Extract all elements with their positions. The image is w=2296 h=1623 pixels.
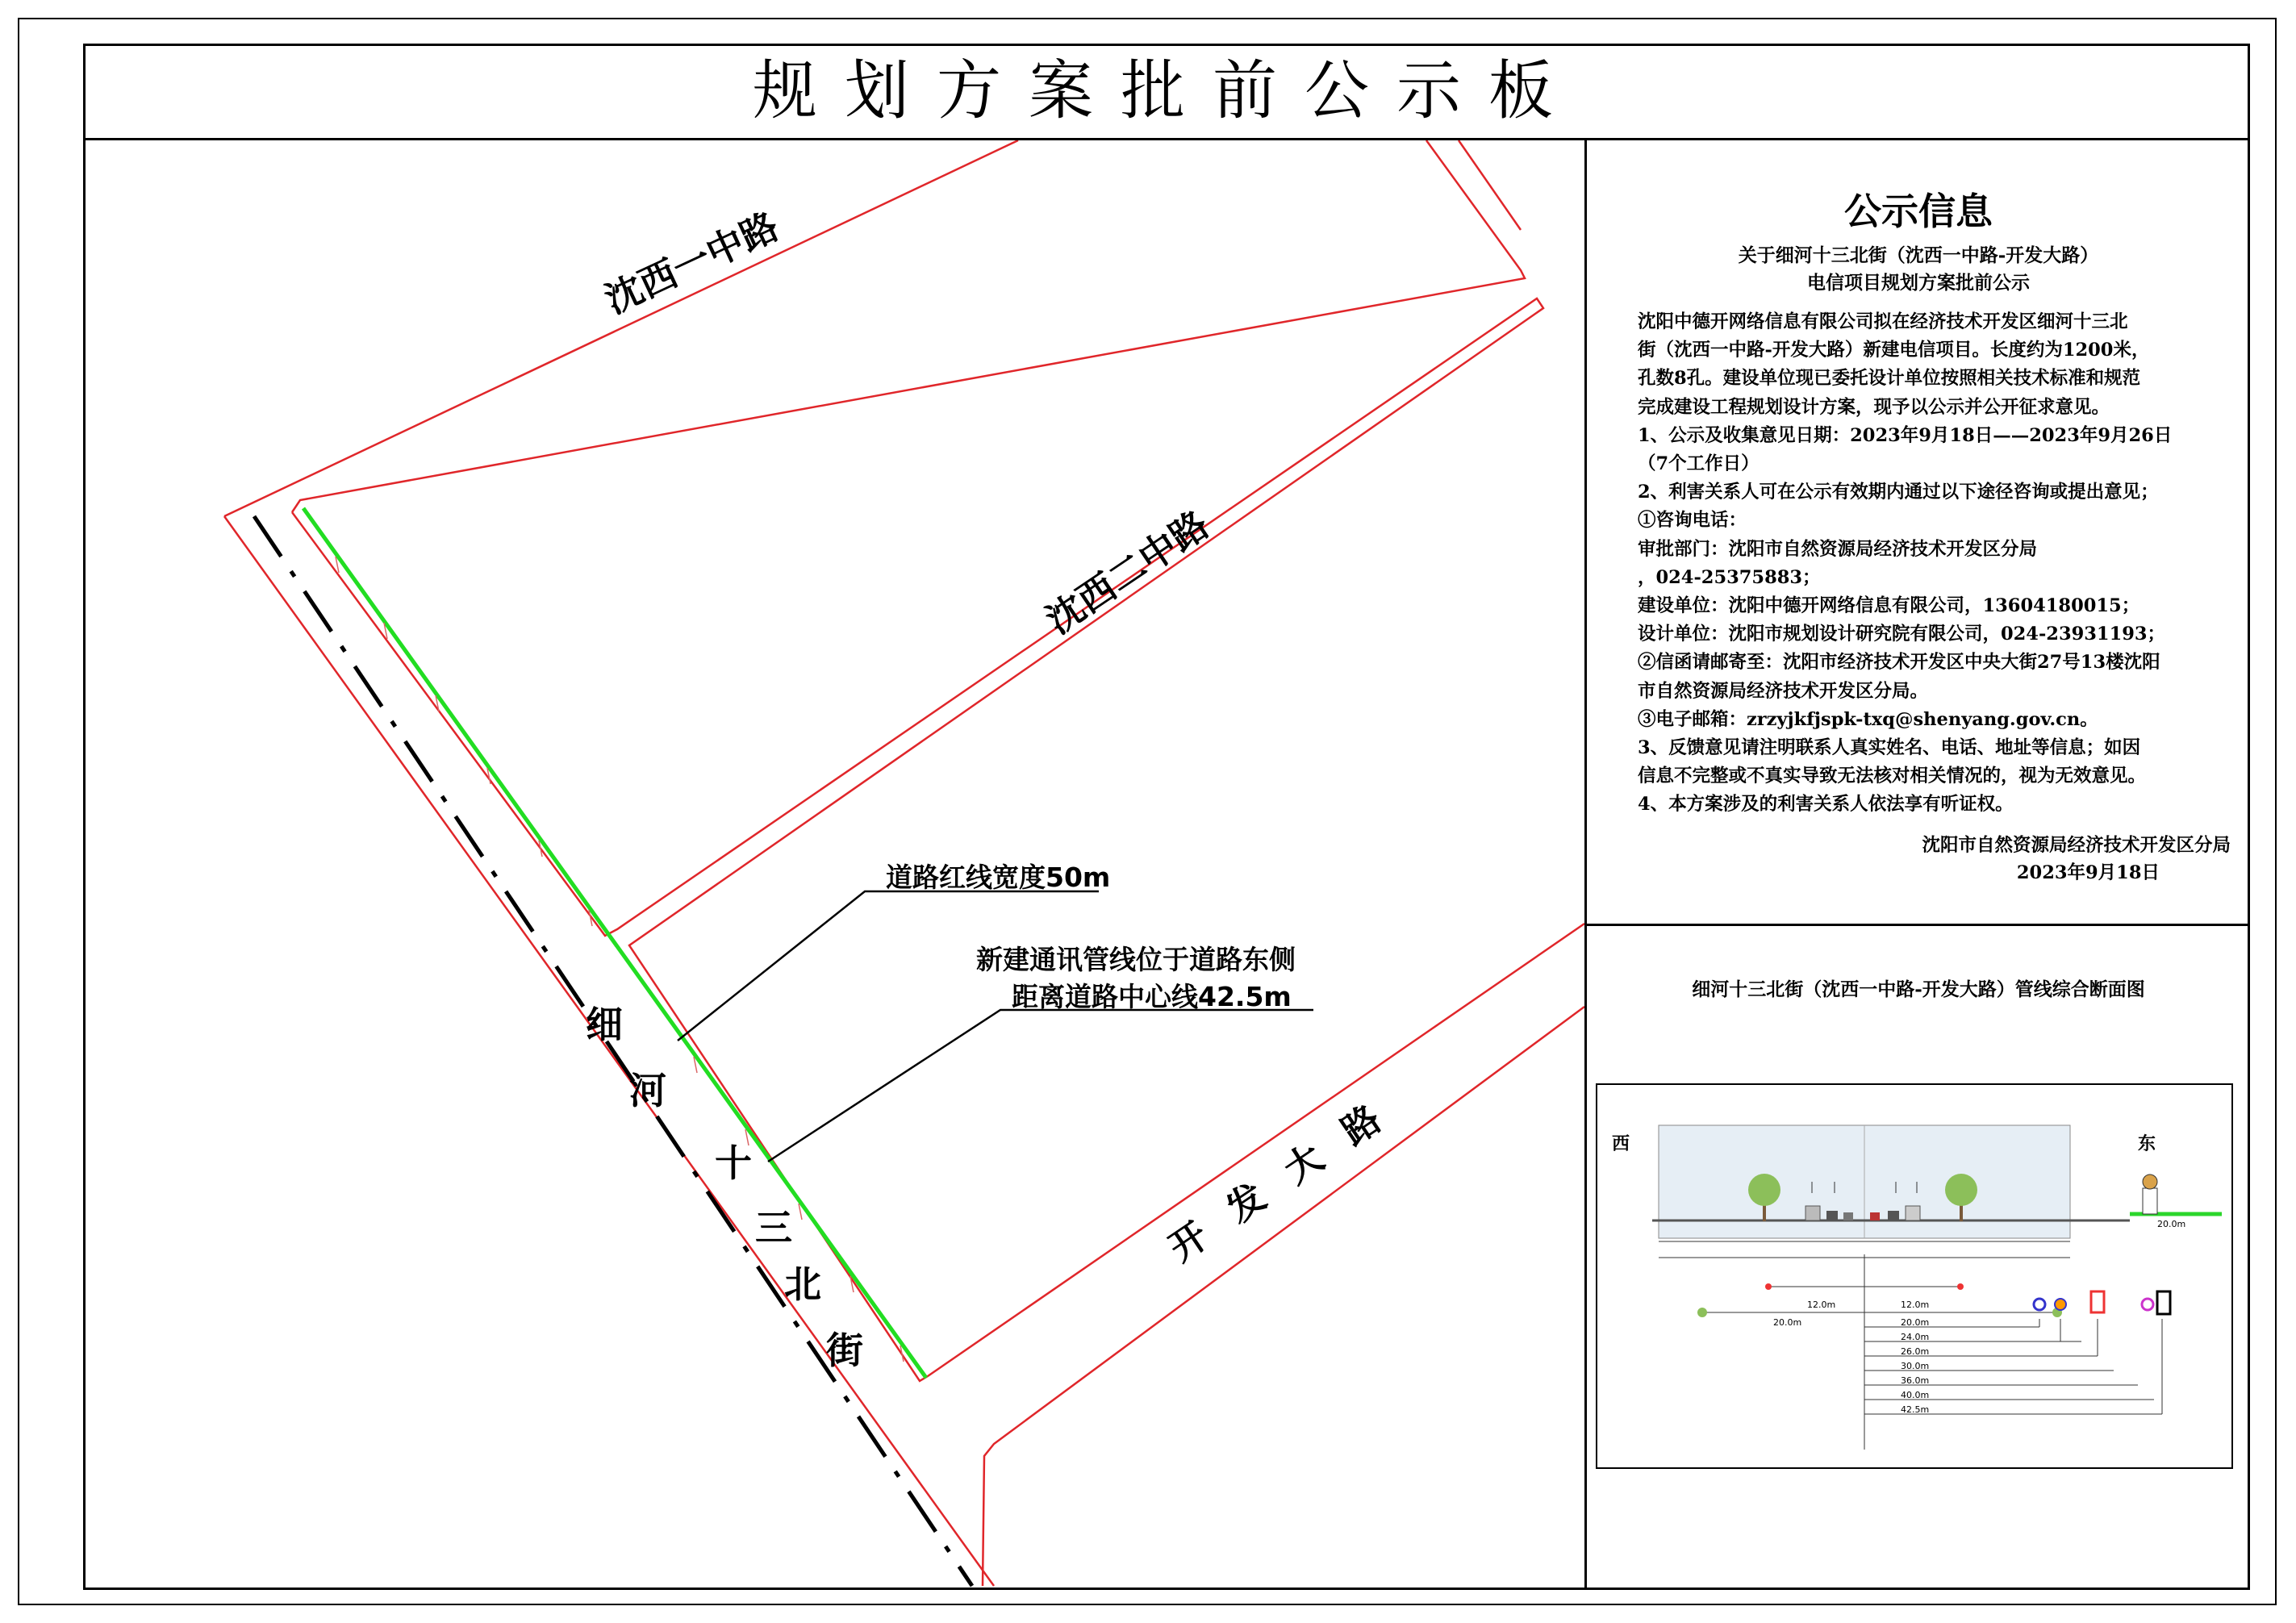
- dim-12-east: 12.0m: [1901, 1300, 1930, 1310]
- dim-20-west: 20.0m: [1773, 1317, 1802, 1328]
- red-line-xihe-west: [224, 516, 994, 1586]
- pipe-marker: [2091, 1291, 2104, 1312]
- info-line: （7个工作日）: [1638, 453, 1760, 475]
- info-line: ①咨询电话：: [1638, 510, 1747, 532]
- road-label-kaifa: 开 发 大 路: [1161, 1091, 1397, 1270]
- site-plan-map: [86, 140, 1584, 1588]
- signature-date: 2023年9月18日: [2016, 862, 2160, 883]
- info-line: 信息不完整或不真实导致无法核对相关情况的，视为无效意见。: [1638, 766, 2147, 787]
- red-line-kaifa-south: [983, 1007, 1584, 1586]
- info-line: ，024-25375883；: [1638, 566, 1821, 588]
- road-label-xihe-char-1: 细: [586, 1003, 623, 1046]
- info-line: 市自然资源局经济技术开发区分局。: [1638, 680, 1929, 702]
- info-line: 完成建设工程规划设计方案，现予以公示并公开征求意见。: [1638, 396, 2110, 418]
- signature-org: 沈阳市自然资源局经济技术开发区分局: [1922, 835, 2231, 856]
- info-line: 2、利害关系人可在公示有效期内通过以下途径咨询或提出意见；: [1638, 482, 2159, 503]
- dim-12-west: 12.0m: [1807, 1300, 1836, 1310]
- new-telecom-pipe: [303, 508, 926, 1378]
- road-label-xihe-char-4: 三: [755, 1206, 792, 1250]
- callout-pipe-line-2: 距离道路中心线42.5m: [1012, 981, 1292, 1012]
- road-label-xihe-char-3: 十: [715, 1141, 752, 1185]
- callout-leaders: [678, 891, 1313, 1162]
- info-line: 沈阳中德开网络信息有限公司拟在经济技术开发区细河十三北: [1638, 311, 2128, 332]
- section-label-east: 东: [2138, 1133, 2156, 1154]
- road-label-shenxi-1: 沈西一中路: [598, 203, 786, 323]
- road-label-shenxi-2: 沈西二中路: [1038, 502, 1217, 643]
- info-line: 4、本方案涉及的利害关系人依法享有听证权。: [1638, 794, 2014, 816]
- pipe-marker: [2055, 1299, 2066, 1310]
- road-label-xihe-char-6: 街: [826, 1329, 863, 1372]
- side-panel-split: [1584, 924, 2250, 926]
- info-line: 审批部门：沈阳市自然资源局经济技术开发区分局: [1638, 538, 2038, 560]
- dim-26: 26.0m: [1901, 1346, 1930, 1357]
- dim-24: 24.0m: [1901, 1332, 1930, 1342]
- callout-red-line-width: 道路红线宽度50m: [886, 862, 1111, 893]
- info-line: 3、反馈意见请注明联系人真实姓名、电话、地址等信息；如因: [1638, 737, 2141, 759]
- dim-30: 30.0m: [1901, 1361, 1930, 1371]
- red-line-block-edge: [1459, 140, 1521, 230]
- pipe-marker: [1765, 1283, 1772, 1290]
- info-body: [1638, 308, 2219, 820]
- board-title: 规划方案批前公示板: [753, 53, 1580, 128]
- red-line-xihe-east: [292, 298, 1584, 1381]
- pipe-marker: [1697, 1308, 1707, 1317]
- telecom-duct-icon: [2157, 1291, 2170, 1314]
- info-line: 设计单位：沈阳市规划设计研究院有限公司，024-23931193；: [1638, 624, 2166, 645]
- cross-section-diagram: [1596, 1083, 2233, 1469]
- section-label-west: 西: [1612, 1133, 1630, 1154]
- pipe-hatching: [336, 557, 904, 1362]
- info-line: ②信函请邮寄至：沈阳市经济技术开发区中央大街27号13楼沈阳: [1638, 652, 2160, 674]
- dimension-lines: [1659, 1241, 2162, 1450]
- callout-pipe-line-1: 新建通讯管线位于道路东侧: [976, 944, 1296, 975]
- section-title: 细河十三北街（沈西一中路-开发大路）管线综合断面图: [1692, 978, 2145, 1000]
- road-label-xihe-char-5: 北: [784, 1262, 821, 1306]
- dim-40: 40.0m: [1901, 1390, 1930, 1400]
- pipe-marker: [1957, 1283, 1964, 1290]
- pipe-marker: [2142, 1299, 2153, 1310]
- pipe-marker: [2034, 1299, 2045, 1310]
- info-line: 街（沈西一中路-开发大路）新建电信项目。长度约为1200米，: [1638, 340, 2150, 361]
- red-line-shenxi1-south: [292, 140, 1525, 512]
- red-line-shenxi1-north: [224, 140, 1018, 516]
- info-line: ③电子邮箱：zrzyjkfjspk-txq@shenyang.gov.cn。: [1638, 708, 2098, 730]
- dim-20-east: 20.0m: [1901, 1317, 1930, 1328]
- info-subtitle-1: 关于细河十三北街（沈西一中路-开发大路）: [1738, 244, 2099, 266]
- dim-20-lawn: 20.0m: [2157, 1219, 2186, 1229]
- info-line: 1、公示及收集意见日期：2023年9月18日——2023年9月26日: [1638, 424, 2173, 446]
- road-label-xihe-char-2: 河: [629, 1069, 666, 1112]
- info-title: 公示信息: [1844, 190, 1993, 233]
- info-line: 建设单位：沈阳中德开网络信息有限公司，13604180015；: [1638, 595, 2140, 617]
- road-centerline: [254, 516, 972, 1586]
- info-subtitle-2: 电信项目规划方案批前公示: [1807, 272, 2030, 294]
- dim-42-5: 42.5m: [1901, 1404, 1930, 1415]
- lamp-icon: [2143, 1174, 2157, 1214]
- info-line: 孔数8孔。建设单位现已委托设计单位按照相关技术标准和规范: [1638, 368, 2141, 390]
- dim-36: 36.0m: [1901, 1375, 1930, 1386]
